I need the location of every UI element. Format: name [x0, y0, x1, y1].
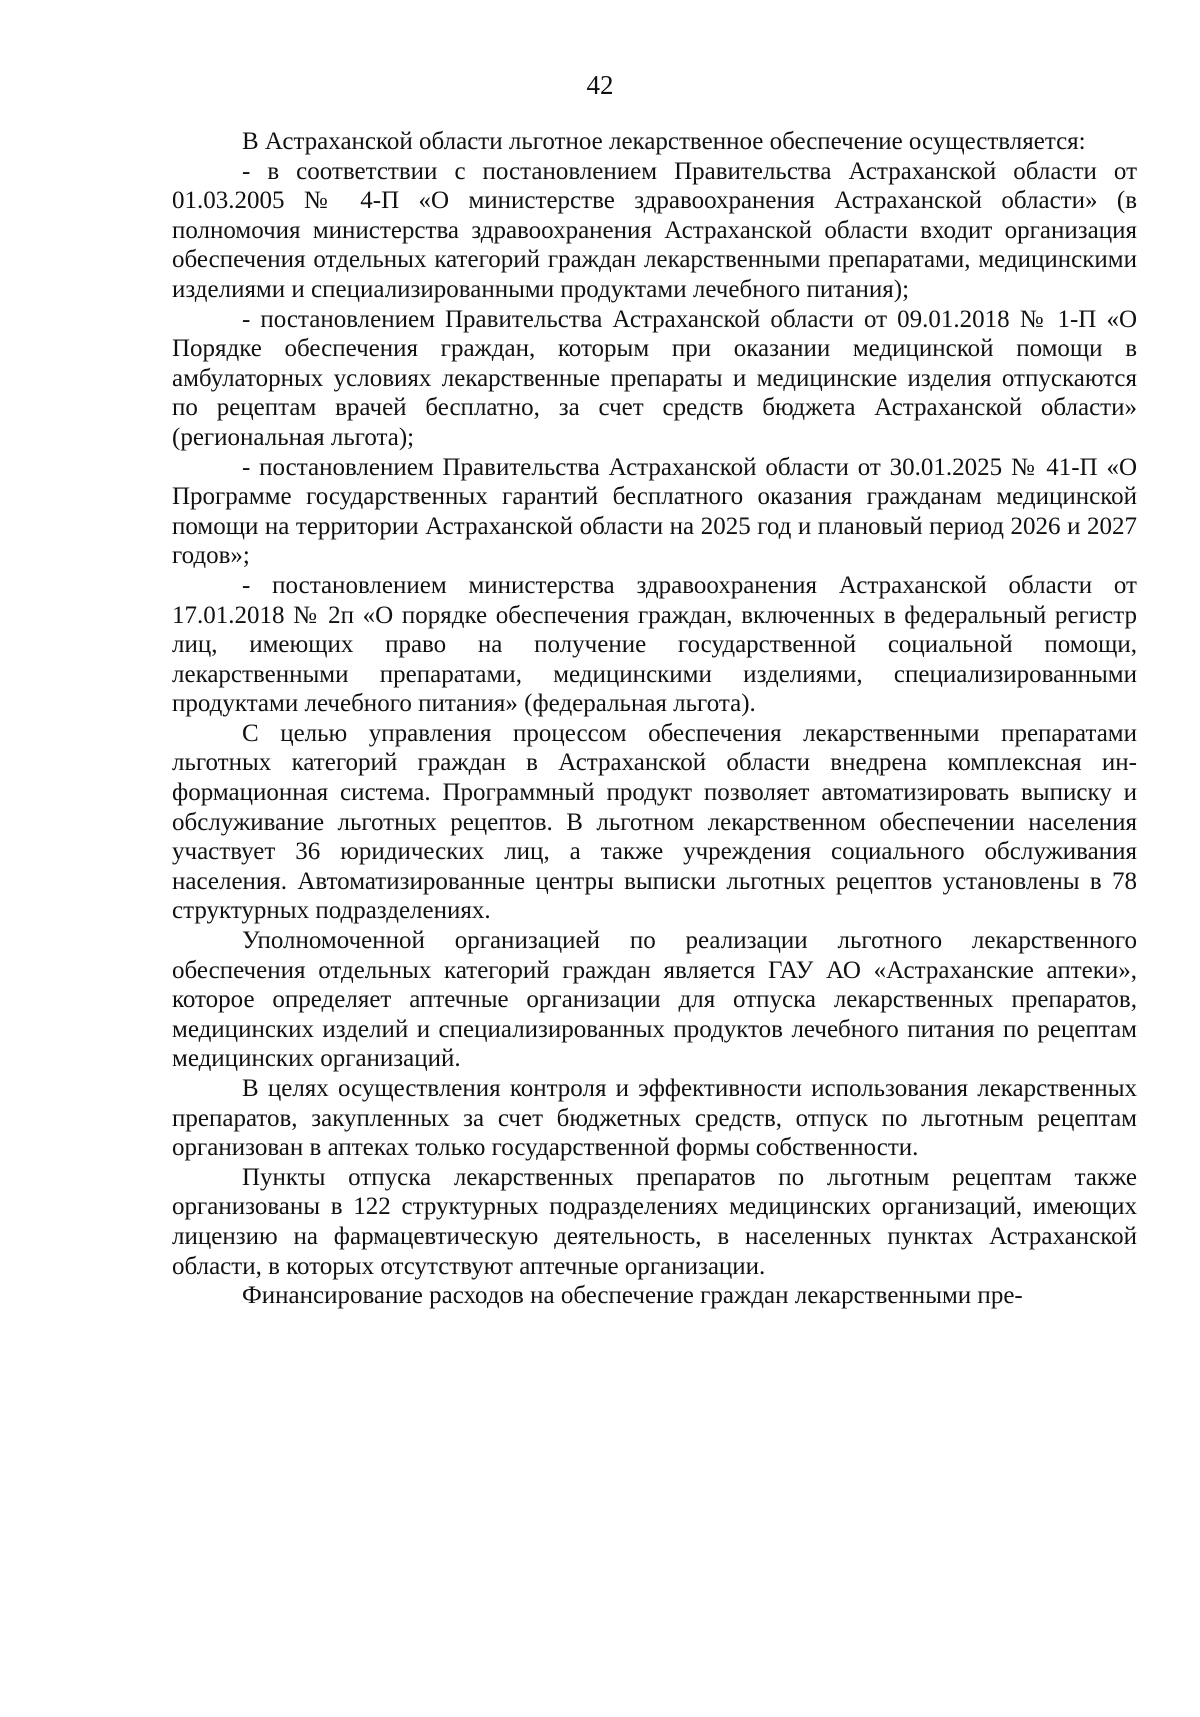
paragraph-authorized-organization: Уполномоченной организацией по реализации льготного лекарственного обеспечения отдельных категорий граждан является ГАУ АО «Астраханские аптеки», которое определяет аптечные организации для отпуска лекарственных препаратов, медицинских изделий и специализированных продуктов лечебного питания по рецептам медицинских организаций. [172, 927, 1137, 1073]
paragraph-financing: Финансирование расходов на обеспечение граждан лекарственными пре- [242, 1282, 1023, 1310]
paragraph-resolution-1p: - постановлением Правительства Астраханской области от 09.01.2018 № 1-П «О Порядке обеспечения граждан, которым при оказании медицинской помощи в амбулаторных условиях лекарственные препараты и медицинские изделия отпускаются по рецептам врачей бесплатно, за счет средств бюджета Астраханской области» (региональная льгота); [172, 305, 1137, 451]
paragraph-resolution-2p: - постановлением министерства здравоохранения Астраханской области от 17.01.2018 № 2п «О порядке обеспечения граждан, включенных в федеральный регистр лиц, имеющих право на получение государственной социальной помощи, лекарственными препаратами, медицинскими изделиями, специализированными продуктами лечебного питания» (федеральная льгота). [172, 571, 1137, 718]
paragraph-intro: В Астраханской области льготное лекарственное обеспечение осуществляется: [242, 128, 1086, 155]
paragraph-control: В целях осуществления контроля и эффективности использования лекарственных препаратов, закупленных за счет бюджетных средств, отпуск по льготным рецептам организован в аптеках только государственной формы собственности. [172, 1075, 1137, 1162]
paragraph-information-system: С целью управления процессом обеспечения лекарственными препаратами льготных категорий граждан в Астраханской области внедрена комплексная информационная система. Программный продукт позволяет автоматизировать выписку и обслуживание льготных рецептов. В льготном лекарственном обеспечении населения участвует 36 юридических лиц, а также учреждения социального обслуживания населения. Автоматизированные центры выписки льготных рецептов установлены в 78 структурных подразделениях. [172, 719, 1137, 925]
paragraph-resolution-41p: - постановлением Правительства Астраханской области от 30.01.2025 № 41-П «О Программе государственных гарантий бесплатного оказания гражданам медицинской помощи на территории Астраханской области на 2025 год и плановый период 2026 и 2027 годов»; [172, 453, 1137, 570]
paragraph-dispensing-points: Пункты отпуска лекарственных препаратов по льготным рецептам также организованы в 122 структурных подразделениях медицинских организаций, имеющих лицензию на фармацевтическую деятельность, в населенных пунктах Астраханской области, в которых отсутствуют аптечные организации. [172, 1163, 1137, 1280]
page-number: 42 [586, 70, 614, 100]
paragraph-resolution-4p: - в соответствии с постановлением Правительства Астраханской области от 01.03.2005 № 4-П «О министерстве здравоохранения Астраханской области» (в полномочия министерства здравоохранения Астраханской области входит организация обеспечения отдельных категорий граждан лекарственными препаратами, медицинскими изделиями и специализированными продуктами лечебного питания); [172, 157, 1137, 303]
document-body [172, 127, 1137, 1311]
